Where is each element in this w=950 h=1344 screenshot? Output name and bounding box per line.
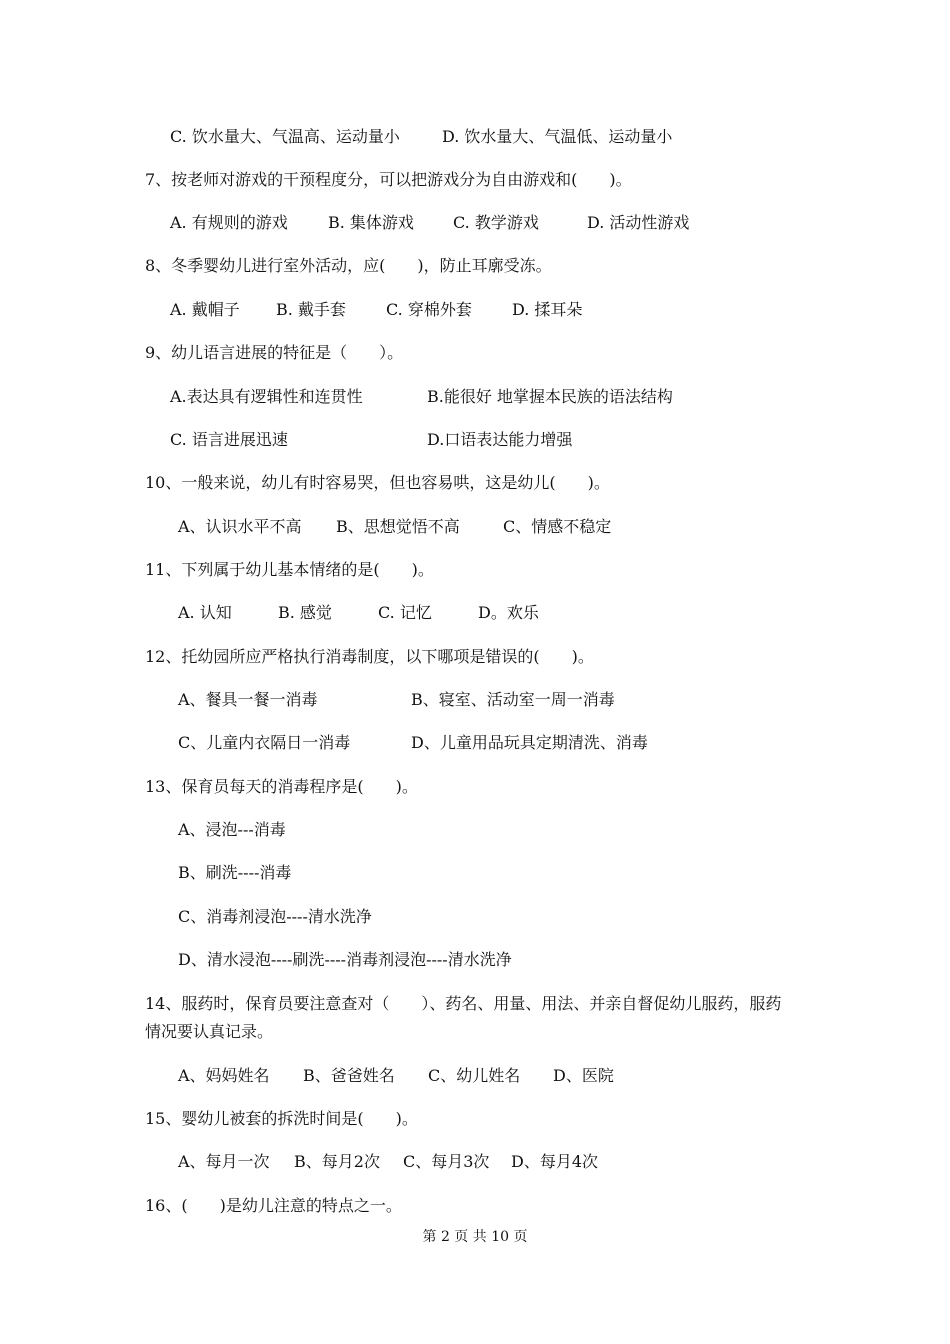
question-9: 9、幼儿语言进展的特征是（ ）。 [145, 343, 404, 362]
question-10: 10、一般来说，幼儿有时容易哭，但也容易哄，这是幼儿( )。 [145, 473, 610, 492]
option-b: B.能很好 地掌握本民族的语法结构 [427, 387, 673, 406]
option-b: B、思想觉悟不高 [336, 517, 460, 536]
option-c: C、情感不稳定 [503, 517, 612, 536]
question-13: 13、保育员每天的消毒程序是( )。 [145, 777, 418, 796]
option-b: B、刷洗----消毒 [178, 863, 292, 882]
question-11: 11、下列属于幼儿基本情绪的是( )。 [145, 560, 434, 579]
option-a: A. 有规则的游戏 [170, 213, 288, 232]
option-c: C. 饮水量大、气温高、运动量小 [170, 127, 400, 146]
question-14: 14、服药时，保育员要注意查对（ ）、药名、用量、用法、并亲自督促幼儿服药，服药 [145, 994, 782, 1013]
option-b: B、爸爸姓名 [303, 1066, 395, 1085]
option-a: A.表达具有逻辑性和连贯性 [170, 387, 363, 406]
option-d: D、儿童用品玩具定期清洗、消毒 [411, 733, 648, 752]
page-footer: 第 2 页 共 10 页 [422, 1229, 528, 1245]
option-c: C、每月3次 [403, 1152, 490, 1171]
option-d: D、每月4次 [511, 1152, 599, 1171]
question-12: 12、托幼园所应严格执行消毒制度，以下哪项是错误的( )。 [145, 647, 594, 666]
question-7: 7、按老师对游戏的干预程度分，可以把游戏分为自由游戏和( )。 [145, 170, 632, 189]
question-15: 15、婴幼儿被套的拆洗时间是( )。 [145, 1109, 418, 1128]
option-b: B. 戴手套 [276, 300, 346, 319]
question-8: 8、冬季婴幼儿进行室外活动，应( )，防止耳廓受冻。 [145, 256, 552, 275]
option-a: A、认识水平不高 [178, 517, 302, 536]
option-d: D.口语表达能力增强 [427, 430, 573, 449]
option-b: B、寝室、活动室一周一消毒 [411, 690, 615, 709]
option-d: D、清水浸泡----刷洗----消毒剂浸泡----清水洗净 [178, 950, 512, 969]
option-c: C. 语言进展迅速 [170, 430, 288, 449]
option-c: C、儿童内衣隔日一消毒 [178, 733, 351, 752]
question-16: 16、( )是幼儿注意的特点之一。 [145, 1196, 402, 1215]
option-d: D. 活动性游戏 [587, 213, 690, 232]
option-c: C. 记忆 [378, 603, 432, 622]
option-a: A. 认知 [178, 603, 232, 622]
option-a: A、浸泡---消毒 [178, 820, 286, 839]
option-b: B、每月2次 [294, 1152, 380, 1171]
option-c: C. 教学游戏 [453, 213, 539, 232]
option-a: A. 戴帽子 [170, 300, 240, 319]
option-d: D. 揉耳朵 [512, 300, 583, 319]
option-d: D。欢乐 [478, 603, 539, 622]
option-b: B. 集体游戏 [328, 213, 414, 232]
option-d: D、医院 [553, 1066, 614, 1085]
option-c: C、幼儿姓名 [428, 1066, 521, 1085]
option-a: A、餐具一餐一消毒 [178, 690, 318, 709]
option-a: A、每月一次 [178, 1152, 270, 1171]
question-14-continued: 情况要认真记录。 [145, 1022, 274, 1041]
option-c: C. 穿棉外套 [386, 300, 472, 319]
option-d: D. 饮水量大、气温低、运动量小 [442, 127, 673, 146]
option-a: A、妈妈姓名 [178, 1066, 270, 1085]
option-b: B. 感觉 [278, 603, 332, 622]
option-c: C、消毒剂浸泡----清水洗净 [178, 907, 372, 926]
